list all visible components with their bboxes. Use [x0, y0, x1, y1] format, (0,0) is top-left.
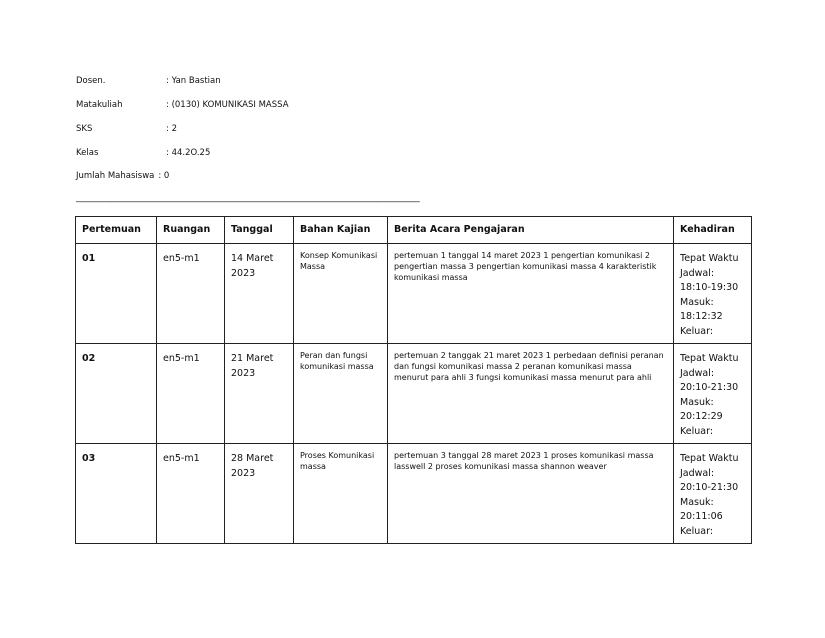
kehadiran-masuk-label: Masuk:	[680, 296, 714, 308]
cell-berita-acara: pertemuan 2 tanggak 21 maret 2023 1 perbedaan definisi peranan dan fungsi komunikasi massa 2 peranan komunikasi massa menurut para ahli 3 fungsi komunikasi massa menurut para ahli	[388, 344, 674, 444]
kehadiran-status: Tepat Waktu	[680, 353, 739, 364]
kehadiran-status: Tepat Waktu	[680, 253, 739, 264]
separator-line: ________________________________________________________________________________________	[76, 193, 420, 203]
info-kelas-value: : 44.2O.25	[166, 148, 211, 158]
header-pertemuan: Pertemuan	[76, 217, 157, 244]
table-header-row	[76, 217, 752, 244]
header-ruangan: Ruangan	[157, 217, 225, 244]
cell-pertemuan: 01	[76, 244, 157, 344]
cell-bahan-kajian: Peran dan fungsi komunikasi massa	[294, 344, 388, 444]
cell-berita-acara: pertemuan 3 tanggal 28 maret 2023 1 proses komunikasi massa lasswell 2 proses komunikasi massa shannon weaver	[388, 444, 674, 544]
kehadiran-masuk-value: 20:12:29	[680, 411, 723, 422]
info-jumlah-value: : 0	[158, 171, 170, 181]
table-row	[76, 244, 752, 344]
header-bahan-kajian: Bahan Kajian	[294, 217, 388, 244]
kehadiran-keluar-label: Keluar:	[680, 425, 714, 437]
header-kehadiran: Kehadiran	[674, 217, 752, 244]
header-tanggal: Tanggal	[225, 217, 294, 244]
cell-bahan-kajian: Proses Komunikasi massa	[294, 444, 388, 544]
cell-berita-acara: pertemuan 1 tanggal 14 maret 2023 1 pengertian komunikasi 2 pengertian massa 3 pengertian komunikasi massa 4 karakteristik komunikasi massa	[388, 244, 674, 344]
kehadiran-masuk-value: 20:11:06	[680, 511, 723, 522]
info-dosen-label: Dosen.	[76, 76, 106, 86]
cell-ruangan: en5-m1	[157, 444, 225, 544]
kehadiran-jadwal-value: 20:10-21:30	[680, 482, 739, 493]
cell-bahan-kajian: Konsep Komunikasi Massa	[294, 244, 388, 344]
kehadiran-jadwal-label: Jadwal:	[680, 367, 715, 379]
table-row	[76, 344, 752, 444]
cell-pertemuan: 03	[76, 444, 157, 544]
info-jumlah-label: Jumlah Mahasiswa	[76, 171, 155, 181]
kehadiran-masuk-value: 18:12:32	[680, 311, 723, 322]
kehadiran-jadwal-value: 18:10-19:30	[680, 282, 739, 293]
kehadiran-jadwal-label: Jadwal:	[680, 467, 715, 479]
info-sks-value: : 2	[166, 124, 177, 134]
cell-tanggal: 28 Maret 2023	[225, 444, 294, 544]
info-jumlah	[76, 171, 169, 181]
cell-tanggal: 21 Maret 2023	[225, 344, 294, 444]
kehadiran-masuk-label: Masuk:	[680, 496, 714, 508]
info-matakuliah-value: : (0130) KOMUNIKASI MASSA	[166, 100, 289, 110]
kehadiran-masuk-label: Masuk:	[680, 396, 714, 408]
attendance-table	[75, 216, 752, 544]
info-matakuliah-label: Matakuliah	[76, 100, 123, 110]
info-dosen-value: : Yan Bastian	[166, 76, 221, 86]
cell-kehadiran	[674, 244, 752, 344]
cell-ruangan: en5-m1	[157, 344, 225, 444]
cell-ruangan: en5-m1	[157, 244, 225, 344]
header-berita-acara: Berita Acara Pengajaran	[388, 217, 674, 244]
kehadiran-status: Tepat Waktu	[680, 453, 739, 464]
table-row	[76, 444, 752, 544]
cell-kehadiran	[674, 444, 752, 544]
info-sks-label: SKS	[76, 124, 93, 134]
cell-pertemuan: 02	[76, 344, 157, 444]
cell-tanggal: 14 Maret 2023	[225, 244, 294, 344]
kehadiran-jadwal-value: 20:10-21:30	[680, 382, 739, 393]
info-kelas-label: Kelas	[76, 148, 99, 158]
kehadiran-jadwal-label: Jadwal:	[680, 267, 715, 279]
kehadiran-keluar-label: Keluar:	[680, 525, 714, 537]
kehadiran-keluar-label: Keluar:	[680, 325, 714, 337]
cell-kehadiran	[674, 344, 752, 444]
